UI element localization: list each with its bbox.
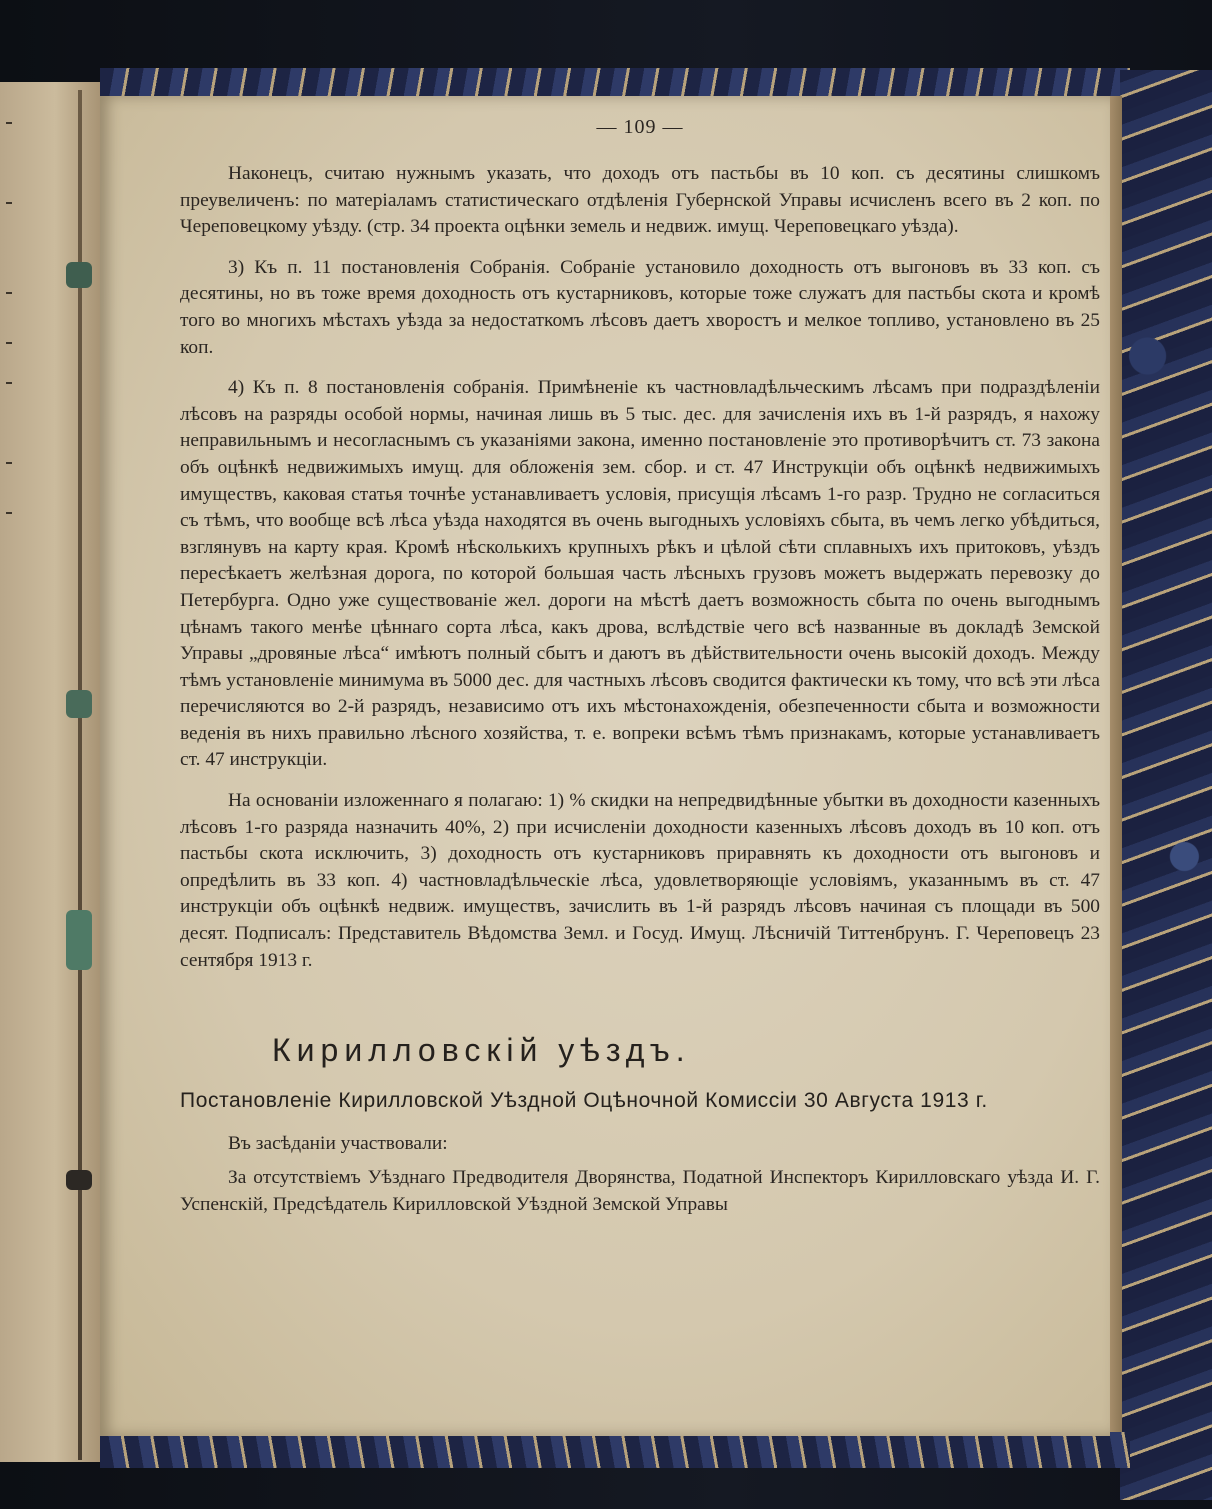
page-number: — 109 — bbox=[596, 116, 684, 138]
commission-resolution-title: Постановленіе Кирилловской Уѣздной Оцѣночной Комиссіи 30 Августа 1913 г. bbox=[180, 1089, 988, 1113]
page-content bbox=[180, 116, 1100, 1232]
book-page bbox=[100, 96, 1110, 1436]
paragraph-pasture-income: Наконецъ, считаю нужнымъ указать, что доходъ отъ пастьбы въ 10 коп. съ десятины слишкомъ преувеличенъ: по матеріаламъ статистическаго отдѣленія Губернской Управы исчисленъ всего въ 2 коп. по Череповецкому уѣзду. (стр. 34 проекта оцѣнки земель и недвиж. имущ. Череповецкаго уѣзда). bbox=[180, 163, 1100, 238]
paragraph-point-3: 3) Къ п. 11 постановленія Собранія. Собраніе установило доходность отъ выгоновъ въ 33 коп. съ десятины, но въ тоже время доходность отъ кустарниковъ, которые тоже служатъ для пастьбы скота и кромѣ того во многихъ мѣстахъ уѣзда за недостаткомъ лѣсовъ даетъ хворостъ и мелкое топливо, установлено въ 25 коп. bbox=[180, 256, 1100, 358]
paragraph-conclusion: На основаніи изложеннаго я полагаю: 1) % скидки на непредвидѣнные убытки въ доходности казенныхъ лѣсовъ 1-го разряда назначить 40%, 2) при исчисленіи доходности казенныхъ лѣсовъ доходъ въ 10 коп. отъ пастьбы скота исключить, 3) доходность отъ кустарниковъ приравнять къ доходности отъ выгоновъ и опредѣлить въ 33 коп. 4) частновладѣльческіе лѣса, удовлетворяющіе условіямъ, указаннымъ въ ст. 47 инструкціи объ оцѣнкѣ недвиж. имуществъ, зачислить въ 1-й разрядъ лѣсовъ начиная съ площади въ 500 десят. Подписалъ: Представитель Вѣдомства Земл. и Госуд. Имущ. Лѣсничій Титтенбрунъ. Г. Череповецъ 23 сентября 1913 г. bbox=[180, 790, 1100, 971]
paragraph-participants: За отсутствіемъ Уѣзднаго Предводителя Дворянства, Податной Инспекторъ Кирилловскаго уѣзда И. Г. Успенскій, Предсѣдатель Кирилловской Уѣздной Земской Управы bbox=[180, 1167, 1100, 1215]
cover-bottom-marbling bbox=[100, 1432, 1130, 1468]
section-title: Кирилловскій уѣздъ. bbox=[272, 1032, 691, 1069]
paragraph-point-4: 4) Къ п. 8 постановленія собранія. Примѣненіе къ частновладѣльческимъ лѣсамъ при подраздѣленіи лѣсовъ на разряды особой нормы, начиная лишь въ 5 тыс. дес. для зачисленія ихъ въ 1-й разрядъ, я нахожу неправильнымъ и несогласнымъ съ указаніями закона, именно постановленіе это противорѣчитъ ст. 73 закона объ оцѣнкѣ недвижимыхъ имущ. для обложенія зем. сбор. и ст. 47 Инструкціи объ оцѣнкѣ недвижимыхъ имуществъ, каковая статья точнѣе устанавливаетъ условія, присущія лѣсамъ 1-го разр. Трудно не согласиться съ тѣмъ, что вообще всѣ лѣса уѣзда находятся въ очень выгодныхъ условіяхъ сбыта, въ чемъ легко убѣдиться, взглянувъ на карту края. Кромѣ нѣсколькихъ крупныхъ рѣкъ и цѣлой сѣти сплавныхъ ихъ притоковъ, уѣздъ пересѣкаетъ желѣзная дорога, по которой большая часть лѣсныхъ грузовъ можетъ выдержать перевозку до Петербурга. Одно уже существованіе жел. дороги на мѣстѣ даетъ возможность сбыта по очень выгоднымъ цѣнамъ такого менѣе цѣннаго сорта лѣса, какъ дрова, вслѣдствіе чего всѣ названные въ докладѣ Земской Управы „дровяные лѣса“ имѣютъ полный сбытъ и даютъ въ дѣйствительности очень высокій доходъ. Между тѣмъ установленіе минимума въ 5000 дес. для частныхъ лѣсовъ сводится фактически къ тому, что всѣ эти лѣса перечисляются во 2-й разрядъ, независимо отъ ихъ мѣстонахожденія, обезпеченности сбыта и возможности веденія въ нихъ правильно лѣсного хозяйства, т. е. вопреки всѣмъ тѣмъ признакамъ, которые устанавливаетъ ст. 47 инструкціи. bbox=[180, 377, 1100, 771]
meeting-participants-heading: Въ засѣданіи участвовали: bbox=[228, 1133, 448, 1155]
cover-right-marbling bbox=[1120, 70, 1212, 1500]
